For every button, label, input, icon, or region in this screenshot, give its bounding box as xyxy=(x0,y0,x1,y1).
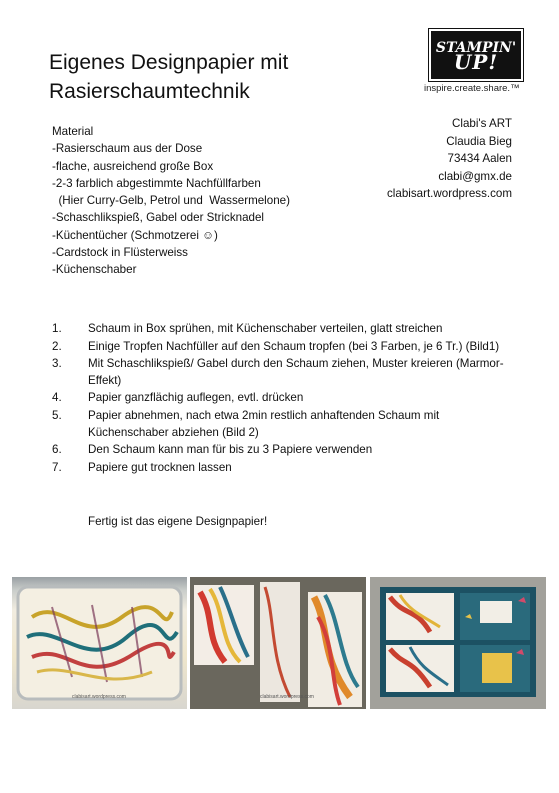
step-number: 7. xyxy=(52,460,62,474)
foam-illustration xyxy=(12,577,187,709)
step-text: Papier abnehmen, nach etwa 2min restlich anhaftenden Schaum mit Küchenschaber abziehen (Bild 2) xyxy=(88,408,440,439)
step-text: Einige Tropfen Nachfüller auf den Schaum tropfen (bei 3 Farben, je 6 Tr.) (Bild1) xyxy=(88,339,500,353)
material-item: -Schaschlikspieß, Gabel oder Stricknadel xyxy=(52,211,265,225)
step-item xyxy=(52,339,514,356)
material-item: -flache, ausreichend große Box xyxy=(52,159,214,173)
step-text: Papiere gut trocknen lassen xyxy=(88,460,232,474)
step-item xyxy=(52,390,514,407)
title-line-1: Eigenes Designpapier mit xyxy=(49,51,289,74)
step-item xyxy=(52,356,514,389)
material-item: -Küchentücher (Schmotzerei ☺) xyxy=(52,228,218,242)
material-item: -2-3 farblich abgestimmte Nachfüllfarben xyxy=(52,176,261,190)
logo-tagline: inspire.create.share.™ xyxy=(424,83,520,94)
material-item: (Hier Curry-Gelb, Petrol und Wassermelone) xyxy=(52,194,290,208)
step-number: 6. xyxy=(52,443,62,457)
logo-brand-line-1: STAMPIN' xyxy=(435,40,517,56)
step-text: Schaum in Box sprühen, mit Küchenschaber verteilen, glatt streichen xyxy=(88,322,443,335)
contact-website: clabisart.wordpress.com xyxy=(387,187,512,200)
photo-marbled-papers xyxy=(190,577,366,709)
step-number: 5. xyxy=(52,408,62,422)
material-list xyxy=(52,123,290,279)
step-text: Den Schaum kann man für bis zu 3 Papiere verwenden xyxy=(88,443,373,457)
step-text: Papier ganzflächig auflegen, evtl. drücken xyxy=(88,391,304,405)
photo-foam-in-box xyxy=(12,577,187,709)
logo-brand-line-2: UP! xyxy=(453,50,499,74)
contact-email: clabi@gmx.de xyxy=(438,169,512,183)
material-item: -Küchenschaber xyxy=(52,263,137,277)
logo-mark xyxy=(429,29,523,81)
cards-illustration xyxy=(370,577,546,709)
step-number: 2. xyxy=(52,339,62,353)
photo-watermark: clabisart.wordpress.com xyxy=(72,694,126,700)
papers-illustration xyxy=(190,577,366,709)
step-text: Mit Schaschlikspieß/ Gabel durch den Schaum ziehen, Muster kreieren (Marmor-Effekt) xyxy=(88,357,504,387)
contact-block xyxy=(387,115,512,203)
title-line-2: Rasierschaumtechnik xyxy=(49,80,250,103)
instruction-steps xyxy=(52,321,514,477)
photo-finished-cards xyxy=(370,577,546,709)
step-item xyxy=(52,408,514,441)
closing-line: Fertig ist das eigene Designpapier! xyxy=(88,515,268,528)
step-number: 4. xyxy=(52,391,62,405)
contact-name: Clabi's ART xyxy=(452,117,512,130)
photo-watermark: clabisart.wordpress.com xyxy=(260,694,314,700)
contact-city: 73434 Aalen xyxy=(447,152,512,165)
step-number: 1. xyxy=(52,322,62,335)
contact-person: Claudia Bieg xyxy=(446,134,512,148)
stampin-up-logo xyxy=(424,29,528,94)
step-item xyxy=(52,321,514,338)
step-item xyxy=(52,442,514,459)
material-heading: Material xyxy=(52,125,94,138)
material-item: -Rasierschaum aus der Dose xyxy=(52,142,203,156)
material-item: -Cardstock in Flüsterweiss xyxy=(52,246,188,260)
step-item xyxy=(52,460,514,477)
document-title xyxy=(49,48,349,106)
step-number: 3. xyxy=(52,357,62,371)
